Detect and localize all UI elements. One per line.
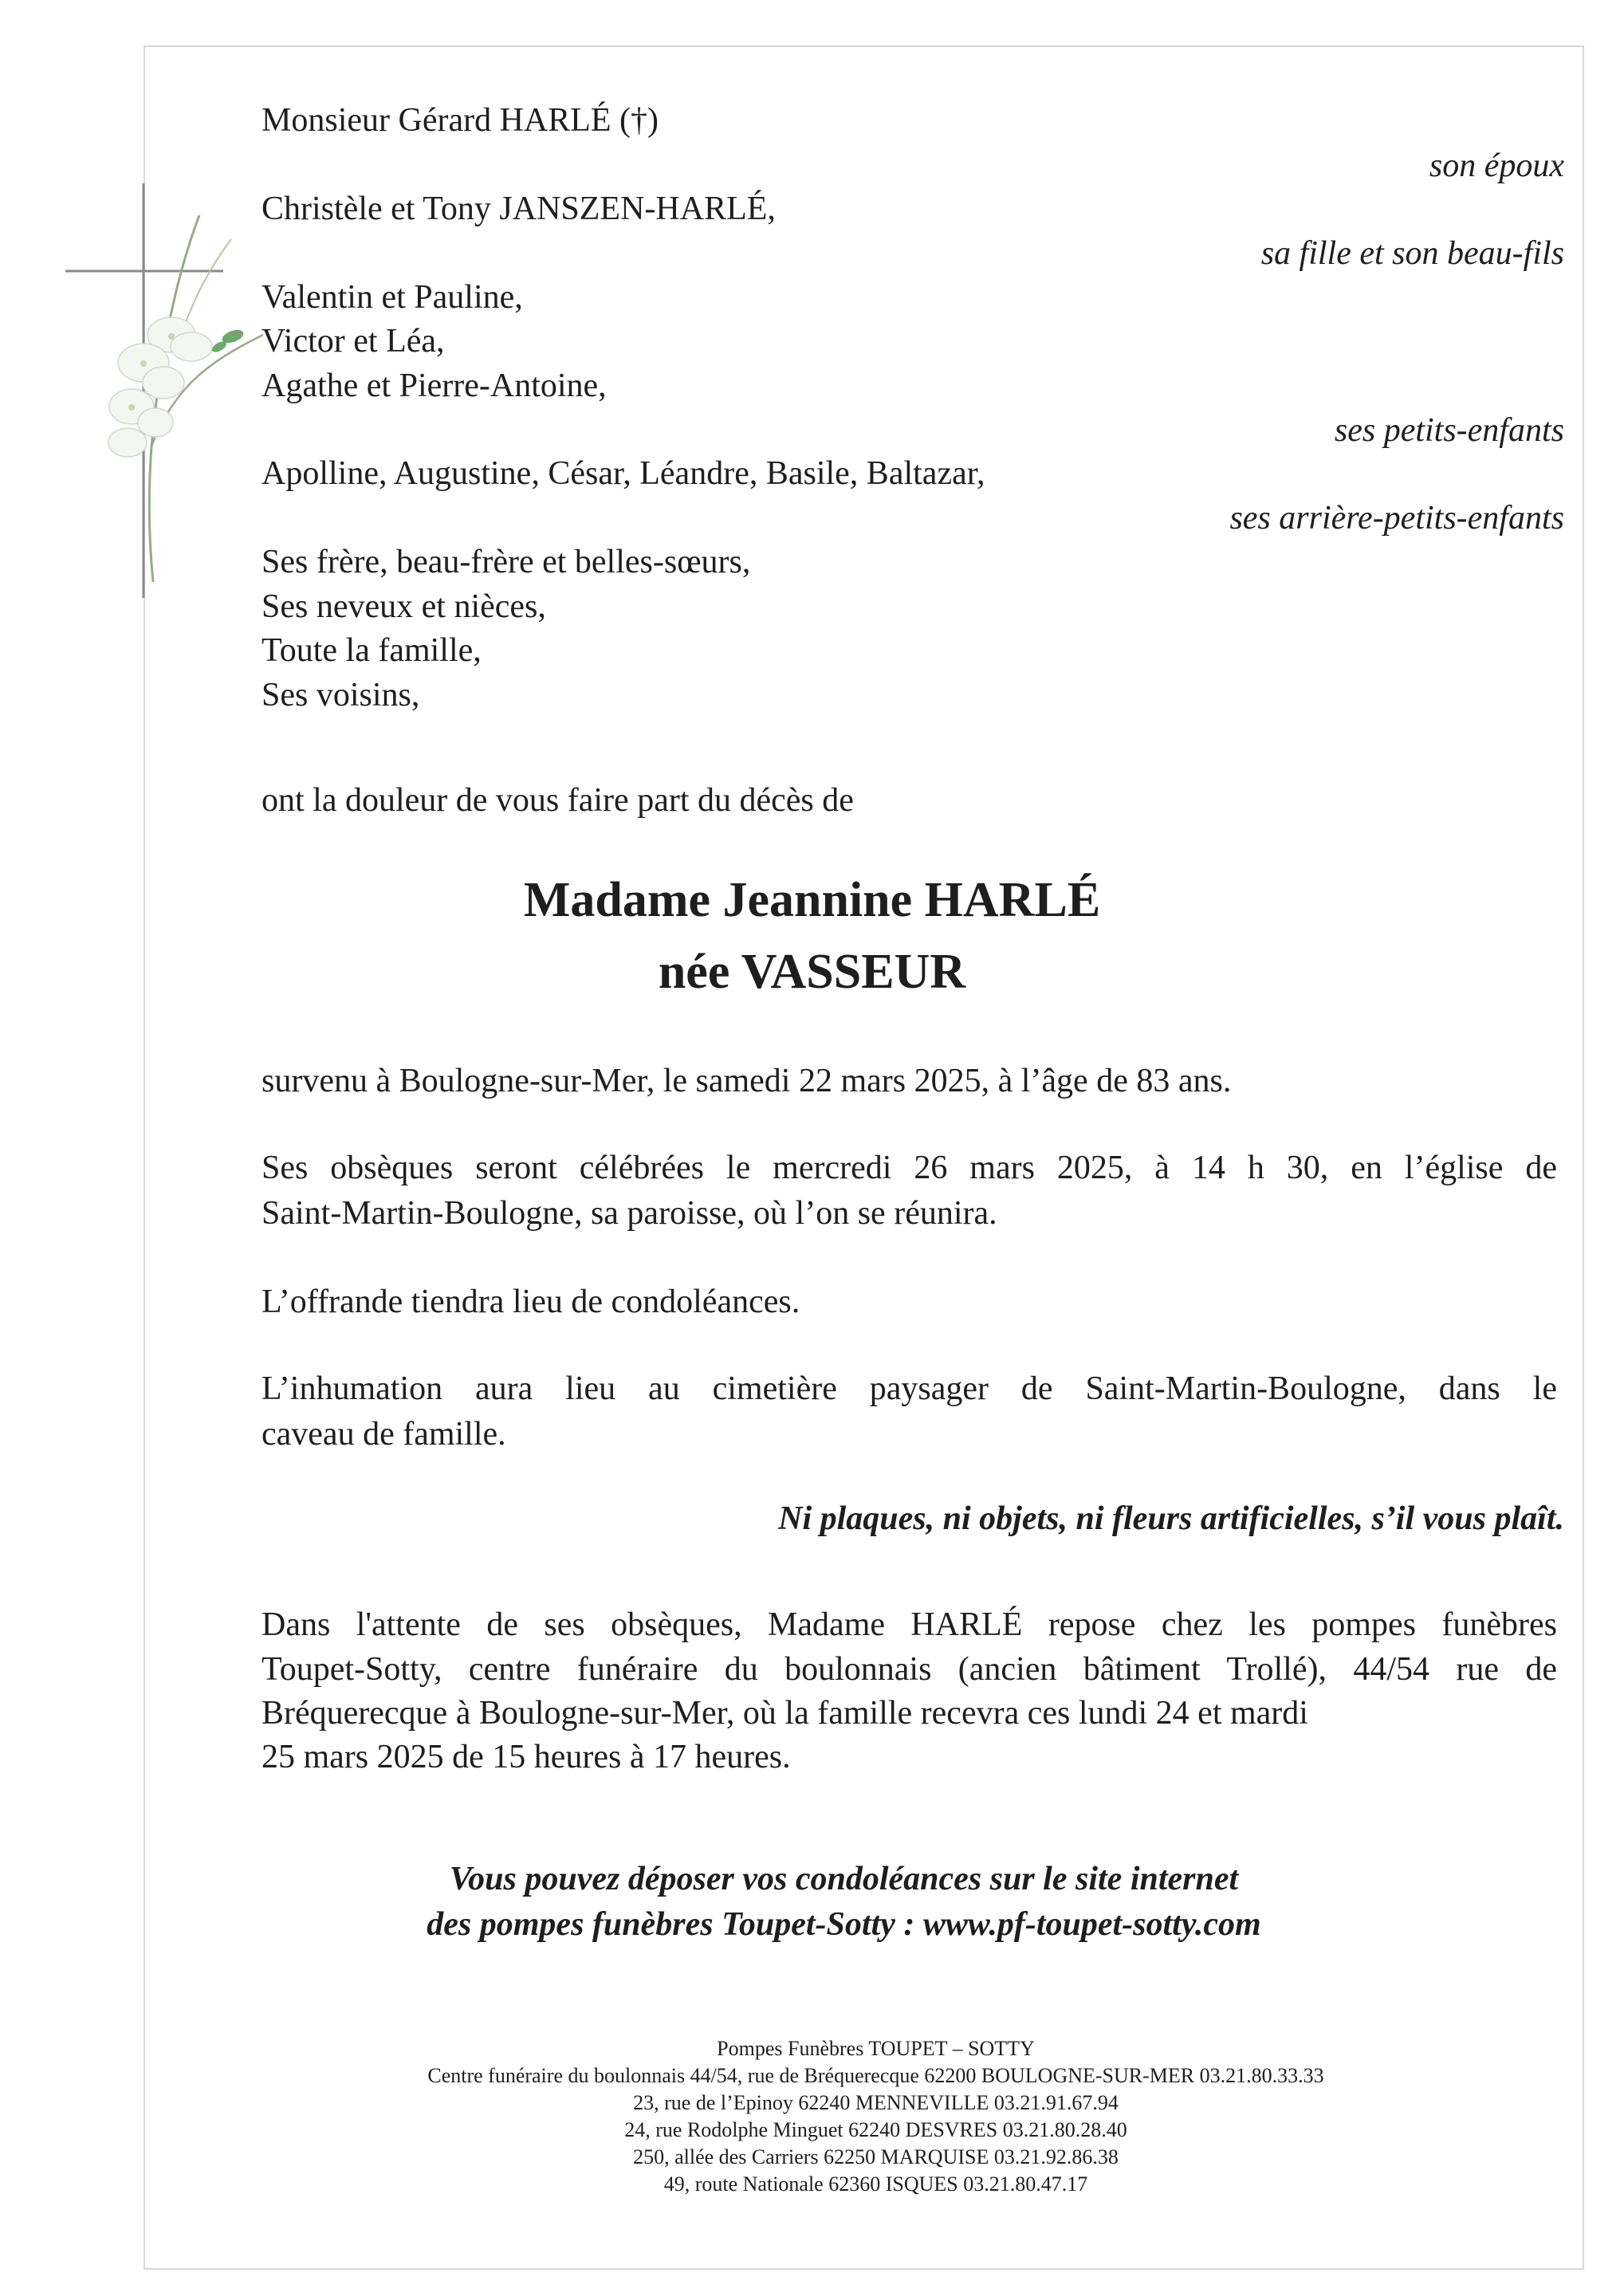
husband-role: son époux <box>1429 147 1564 184</box>
others-1: Ses frère, beau-frère et belles-sœurs, <box>261 544 751 580</box>
cross-orchid-decoration <box>56 183 263 598</box>
footer-address-4: 250, allée des Carriers 62250 MARQUISE 03.21.92.86.38 <box>633 2145 1119 2168</box>
burial-line-1: L’inhumation aura lieu au cimetière paysager de Saint-Martin-Boulogne, dans le <box>261 1370 1557 1407</box>
daughter-names: Christèle et Tony JANSZEN-HARLÉ, <box>261 191 776 227</box>
footer-company: Pompes Funèbres TOUPET – SOTTY <box>717 2037 1035 2060</box>
flowers-request: Ni plaques, ni objets, ni fleurs artificielles, s’il vous plaît. <box>778 1500 1564 1537</box>
others-2: Ses neveux et nièces, <box>261 588 546 625</box>
burial-line-2: caveau de famille. <box>261 1416 506 1453</box>
offering-notice: L’offrande tiendra lieu de condoléances. <box>261 1284 800 1320</box>
husband-name: Monsieur Gérard HARLÉ (†) <box>261 102 659 139</box>
visitation-line-1: Dans l'attente de ses obsèques, Madame HARLÉ repose chez les pompes funèbres <box>261 1606 1557 1643</box>
great-grandchildren-role: ses arrière-petits-enfants <box>1229 500 1564 537</box>
grandchildren-1: Valentin et Pauline, <box>261 279 523 316</box>
condolences-line-1: Vous pouvez déposer vos condoléances sur le site internet <box>449 1861 1239 1897</box>
footer-address-3: 24, rue Rodolphe Minguet 62240 DESVRES 03.21.80.28.40 <box>624 2118 1127 2141</box>
footer-address-1: Centre funéraire du boulonnais 44/54, rue de Bréquerecque 62200 BOULOGNE-SUR-MER 03.21.80.33.33 <box>427 2064 1324 2087</box>
deceased-maiden-name: née VASSEUR <box>658 945 966 999</box>
footer-address-2: 23, rue de l’Epinoy 62240 MENNEVILLE 03.21.91.67.94 <box>633 2091 1119 2114</box>
visitation-line-3: Bréquerecque à Boulogne-sur-Mer, où la famille recevra ces lundi 24 et mardi <box>261 1695 1308 1732</box>
grandchildren-role: ses petits-enfants <box>1334 412 1564 449</box>
death-notice: survenu à Boulogne-sur-Mer, le samedi 22 mars 2025, à l’âge de 83 ans. <box>261 1063 1232 1099</box>
funeral-line-2: Saint-Martin-Boulogne, sa paroisse, où l’on se réunira. <box>261 1195 997 1232</box>
funeral-line-1: Ses obsèques seront célébrées le mercredi 26 mars 2025, à 14 h 30, en l’église de <box>261 1150 1557 1186</box>
footer-address-5: 49, route Nationale 62360 ISQUES 03.21.80.47.17 <box>663 2172 1088 2196</box>
announcement: ont la douleur de vous faire part du décès de <box>261 782 854 819</box>
others-4: Ses voisins, <box>261 677 420 714</box>
great-grandchildren: Apolline, Augustine, César, Léandre, Basile, Baltazar, <box>261 455 985 492</box>
condolences-line-2: des pompes funèbres Toupet-Sotty : www.pf-toupet-sotty.com <box>427 1906 1261 1943</box>
visitation-line-2: Toupet-Sotty, centre funéraire du boulonnais (ancien bâtiment Trollé), 44/54 rue de <box>261 1651 1557 1688</box>
others-3: Toute la famille, <box>261 632 482 669</box>
deceased-name: Madame Jeannine HARLÉ <box>523 873 1101 927</box>
grandchildren-2: Victor et Léa, <box>261 323 445 360</box>
daughter-role: sa fille et son beau-fils <box>1260 235 1564 272</box>
grandchildren-3: Agathe et Pierre-Antoine, <box>261 368 607 404</box>
visitation-line-4: 25 mars 2025 de 15 heures à 17 heures. <box>261 1739 791 1775</box>
